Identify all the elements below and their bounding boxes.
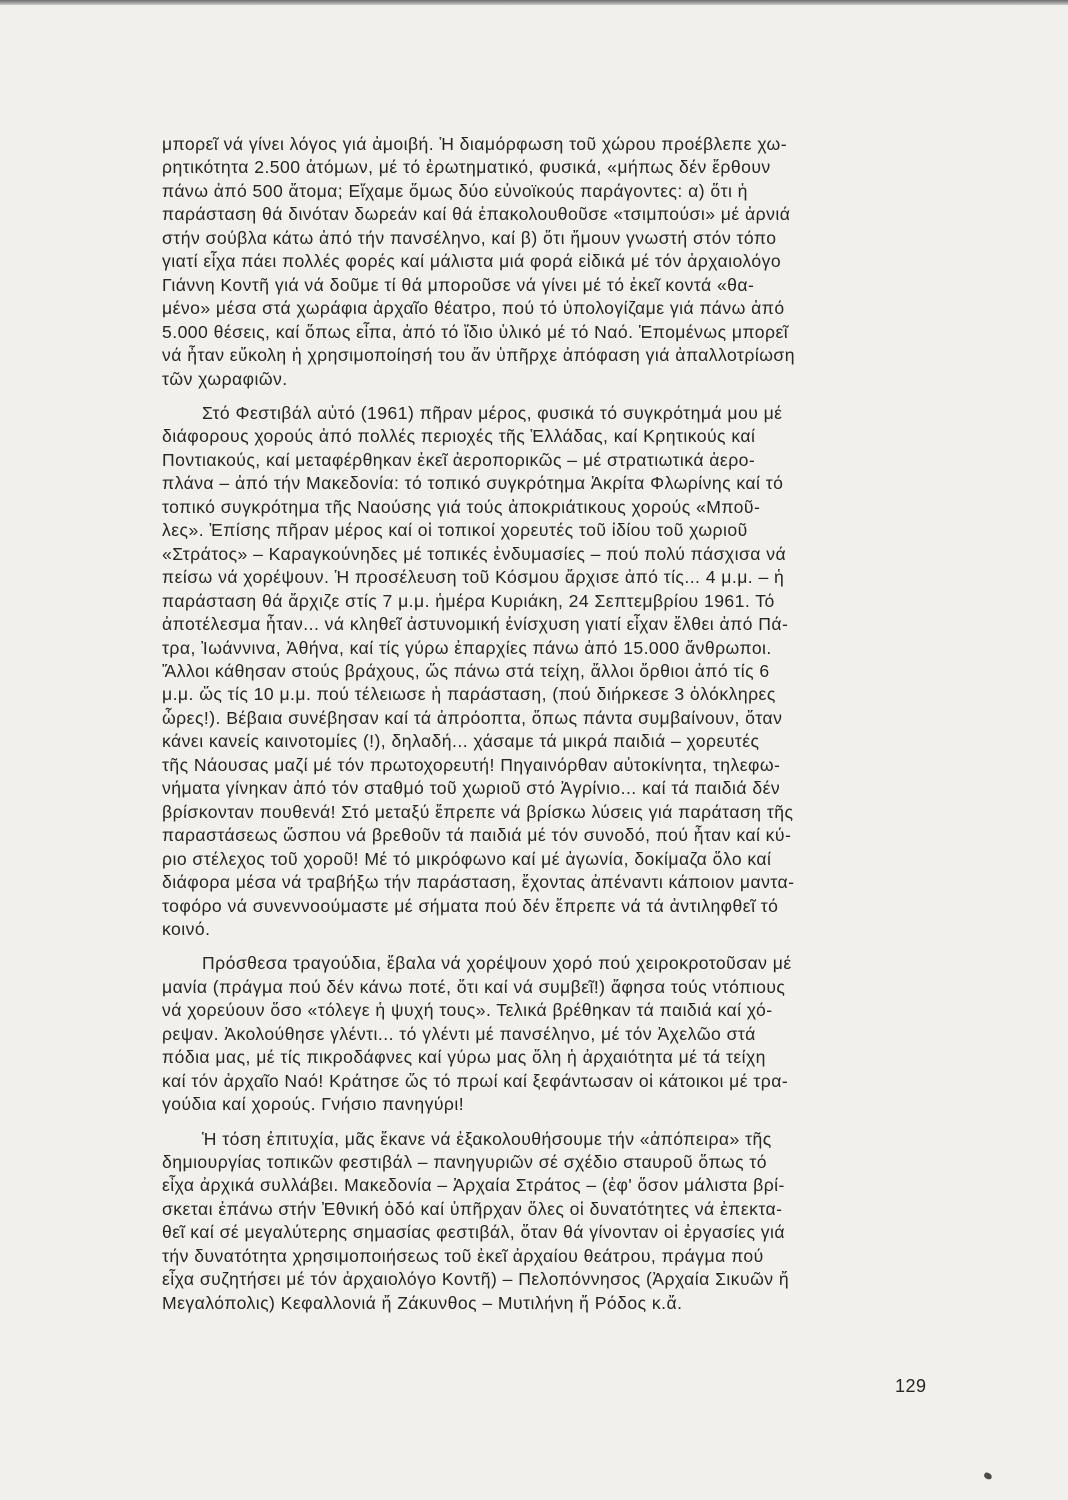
text-line: τήν δυνατότητα χρησιμοποιήσεως τοῦ ἐκεῖ ἀρχαίου θεάτρου, πράγμα πού <box>162 1245 764 1266</box>
text-line: Μεγαλόπολις) Κεφαλλονιά ἤ Ζάκυνθος – Μυτιλήνη ἤ Ρόδος κ.ἄ. <box>162 1292 683 1313</box>
text-line: διάφορα μέσα νά τραβήξω τήν παράσταση, ἔχοντας ἀπέναντι κάποιον μαντα- <box>162 872 795 893</box>
text-line: στήν σούβλα κάτω ἀπό τήν πανσέληνο, καί β) ὅτι ἤμουν γνωστή στόν τόπο <box>162 227 777 248</box>
page-number: 129 <box>895 1376 927 1396</box>
text-line: σκεται ἐπάνω στήν Ἐθνική ὁδό καί ὑπῆρχαν ὅλες οἱ δυνατότητες νά ἐπεκτα- <box>162 1198 783 1219</box>
text-line: μπορεῖ νά γίνει λόγος γιά ἀμοιβή. Ἡ διαμόρφωση τοῦ χώρου προέβλεπε χω- <box>162 134 788 154</box>
paragraph <box>162 1128 937 1316</box>
paragraph-gap <box>162 1117 937 1128</box>
text-line: κάνει κανείς καινοτομίες (!), δηλαδή... χάσαμε τά μικρά παιδιά – χορευτές <box>162 731 760 752</box>
text-line: πλάνα – ἀπό τήν Μακεδονία: τό τοπικό συγκρότημα Ἀκρίτα Φλωρίνης καί τό <box>162 473 784 494</box>
text-line: Γιάννη Κοντῆ γιά νά δοῦμε τί θά μποροῦσε νά γίνει μέ τό ἐκεῖ κοντά «θα- <box>162 274 755 295</box>
text-line: εἶχα συζητήσει μέ τόν ἀρχαιολόγο Κοντῆ) – Πελοπόννησος (Ἀρχαία Σικυῶν ἤ <box>162 1269 790 1290</box>
text-line: τοφόρο νά συνεννοούμαστε μέ σήματα πού δέν ἔπρεπε νά τά ἀντιληφθεῖ τό <box>162 895 779 916</box>
text-line: παραστάσεως ὥσπου νά βρεθοῦν τά παιδιά μέ τόν συνοδό, πού ἦταν καί κύ- <box>162 825 792 846</box>
scan-speck <box>983 1472 993 1481</box>
text-line: νά χορεύουν ὅσο «τόλεγε ἡ ψυχή τους». Τελικά βρέθηκαν τά παιδιά καί χό- <box>162 1000 773 1021</box>
text-line: κοινό. <box>162 918 211 939</box>
text-line: παράσταση θά ἄρχιζε στίς 7 μ.μ. ἡμέρα Κυριάκη, 24 Σεπτεμβρίου 1961. Τό <box>162 590 775 611</box>
text-line: Στό Φεστιβάλ αὐτό (1961) πῆραν μέρος, φυσικά τό συγκρότημά μου μέ <box>202 402 783 423</box>
scan-top-edge <box>0 0 1068 5</box>
paragraph-gap <box>162 391 937 402</box>
text-line: πείσω νά χορέψουν. Ἡ προσέλευση τοῦ Κόσμου ἄρχισε ἀπό τίς... 4 μ.μ. – ἡ <box>162 567 785 588</box>
text-line: γούδια καί χορούς. Γνήσιο πανηγύρι! <box>162 1094 465 1115</box>
text-line: ὧρες!). Βέβαια συνέβησαν καί τά ἀπρόοπτα, ὅπως πάντα συμβαίνουν, ὅταν <box>162 707 783 728</box>
text-line: «Στράτος» – Καραγκούνηδες μέ τοπικές ἐνδυμασίες – πού πολύ πάσχισα νά <box>162 543 787 564</box>
text-line: νά ἦταν εὔκολη ἡ χρησιμοποίησή του ἄν ὑπῆρχε ἀπόφαση γιά ἀπαλλοτρίωση <box>162 345 795 366</box>
paragraph <box>162 133 937 391</box>
text-line: Ἄλλοι κάθησαν στούς βράχους, ὥς πάνω στά τείχη, ἄλλοι ὄρθιοι ἀπό τίς 6 <box>162 660 770 681</box>
page-body <box>162 133 937 1315</box>
text-line: θεῖ καί σέ μεγαλύτερης σημασίας φεστιβάλ, ὅταν θά γίνονταν οἱ ἐργασίες γιά <box>162 1222 785 1243</box>
text-line: λες». Ἐπίσης πῆραν μέρος καί οἱ τοπικοί χορευτές τοῦ ἰδίου τοῦ χωριοῦ <box>162 520 748 541</box>
text-line: παράσταση θά δινόταν δωρεάν καί θά ἐπακολουθοῦσε «τσιμπούσι» μέ ἀρνιά <box>162 204 791 225</box>
paragraph <box>162 402 937 941</box>
text-line: 5.000 θέσεις, καί ὅπως εἶπα, ἀπό τό ἴδιο ὑλικό μέ τό Ναό. Ἑπομένως μπορεῖ <box>162 321 789 342</box>
text-line: τρα, Ἰωάννινα, Ἀθήνα, καί τίς γύρω ἐπαρχίες πάνω ἀπό 15.000 ἄνθρωποι. <box>162 637 772 658</box>
text-line: μανία (πράγμα πού δέν κάνω ποτέ, ὅτι καί νά συμβεῖ!) ἄφησα τούς ντόπιους <box>162 976 786 997</box>
text-line: Πρόσθεσα τραγούδια, ἔβαλα νά χορέψουν χορό πού χειροκροτοῦσαν μέ <box>202 953 792 974</box>
text-line: ἀποτέλεσμα ἦταν... νά κληθεῖ ἀστυνομική ἐνίσχυση γιατί εἶχαν ἔλθει ἀπό Πά- <box>162 614 789 635</box>
text-line: μ.μ. ὥς τίς 10 μ.μ. πού τέλειωσε ἡ παράσταση, (πού διήρκεσε 3 ὁλόκληρες <box>162 684 776 705</box>
text-line: ριο στέλεχος τοῦ χοροῦ! Μέ τό μικρόφωνο καί μέ ἀγωνία, δοκίμαζα ὅλο καί <box>162 848 772 869</box>
text-line: βρίσκονταν πουθενά! Στό μεταξύ ἔπρεπε νά βρίσκω λύσεις γιά παράταση τῆς <box>162 801 794 822</box>
text-line: τοπικό συγκρότημα τῆς Ναούσης γιά τούς ἀποκριάτικους χορούς «Μποῦ- <box>162 496 761 517</box>
text-line: εἶχα ἀρχικά συλλάβει. Μακεδονία – Ἀρχαία Στράτος – (ἐφ' ὅσον μάλιστα βρί- <box>162 1175 785 1196</box>
text-line: δημιουργίας τοπικῶν φεστιβάλ – πανηγυριῶν σέ σχέδιο σταυροῦ ὅπως τό <box>162 1152 768 1173</box>
text-line: καί τόν ἀρχαῖο Ναό! Κράτησε ὥς τό πρωί καί ξεφάντωσαν οἱ κάτοικοι μέ τρα- <box>162 1070 789 1091</box>
text-line: μένο» μέσα στά χωράφια ἀρχαῖο θέατρο, πού τό ὑπολογίζαμε γιά πάνω ἀπό <box>162 298 785 319</box>
text-line: διάφορους χορούς ἀπό πολλές περιοχές τῆς Ἑλλάδας, καί Κρητικούς καί <box>162 426 756 447</box>
text-line: ρεψαν. Ἀκολούθησε γλέντι... τό γλέντι μέ πανσέληνο, μέ τόν Ἀχελῶο στά <box>162 1023 756 1044</box>
text-line: πόδια μας, μέ τίς πικροδάφνες καί γύρω μας ὅλη ἡ ἀρχαιότητα μέ τά τείχη <box>162 1047 766 1068</box>
paragraph <box>162 952 937 1116</box>
text-line: Ποντιακούς, καί μεταφέρθηκαν ἐκεῖ ἀεροπορικῶς – μέ στρατιωτικά ἀερο- <box>162 449 756 470</box>
paragraph-gap <box>162 941 937 952</box>
text-line: νήματα γίνηκαν ἀπό τόν σταθμό τοῦ χωριοῦ στό Ἀγρίνιο... καί τά παιδιά δέν <box>162 778 781 799</box>
text-line: γιατί εἶχα πάει πολλές φορές καί μάλιστα μιά φορά εἰδικά μέ τόν ἀρχαιολόγο <box>162 251 782 272</box>
text-line: πάνω ἀπό 500 ἄτομα; Εἴχαμε ὅμως δύο εὐνοϊκούς παράγοντες: α) ὅτι ἡ <box>162 180 748 201</box>
text-line: Ἡ τόση ἐπιτυχία, μᾶς ἔκανε νά ἐξακολουθήσουμε τήν «ἀπόπειρα» τῆς <box>202 1128 772 1149</box>
text-line: ρητικότητα 2.500 ἀτόμων, μέ τό ἐρωτηματικό, φυσικά, «μήπως δέν ἔρθουν <box>162 157 771 178</box>
text-line: τῆς Νάουσας μαζί μέ τόν πρωτοχορευτή! Πηγαινόρθαν αὐτοκίνητα, τηλεφω- <box>162 754 781 775</box>
text-line: τῶν χωραφιῶν. <box>162 368 288 389</box>
